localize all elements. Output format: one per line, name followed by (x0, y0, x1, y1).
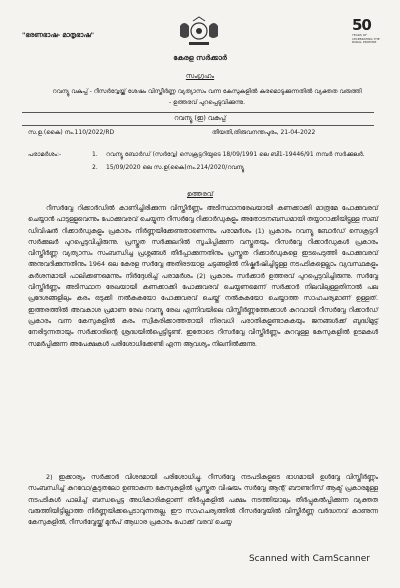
reference-text: 15/09/2020 ലെ സ.ഉ(കൈ)നം.214/2020/റവന്യൂ (106, 164, 245, 171)
reference-number: 1. (92, 151, 98, 158)
body-paragraph: റീസർവ്വേ റിക്കാർഡിൽ കാണിച്ചിരിക്കുന്ന വിസ്തീർണ്ണം അടിസ്ഥാനരേഖയായി കണക്കാക്കി മാത്രമേ പോക്കുവരവ് ചെയ്യാൻ പാടുള്ളുവെന്നും പോക്കുവരവ് ചെയ്യുന്ന റീസർവ്വേ റിക്കാർഡുകളും അതോടനബന്ധമായി തയ്യാറാക്കിയിട്ടുള്ള സബ് ഡിവിഷൻ റിക്കാർഡുകളും പ്രകാരം നിർണ്ണയിക്കേണ്ടതാണെന്നും പരാമർശം (1) പ്രകാരം റവന്യൂ ബോർഡ് സെക്രട്ടറി സർക്കുലർ പുറപ്പെടുവിച്ചിരുന്നു. പ്രസ്തുത സർക്കുലറിൽ സൂചിപ്പിക്കുന്ന വസ്തുതയും റീസർവ്വേ റിക്കാർഡുകൾ പ്രകാരം വിസ്തീർണ്ണ വ്യത്യാസം സംബന്ധിച്ച പ്രശ്നങ്ങൾ തീർപ്പാക്കുന്നതിനും പ്രസ്തുത റിക്കാർഡുകളെ ഇടപെടുത്തി പോക്കുവരവ് അനുവദിക്കുന്നതിനും 1964 ലെ കേരള സർവ്വേ അതിരടയാള ചട്ടങ്ങളിൽ നിഷ്കർഷിച്ചിട്ടുള്ള നടപടികളെല്ലാം വ്യവസ്ഥകളും കർശനമായി പാലിക്കണമെന്നും നിർദ്ദേശിച്ച് പരാമർശം (2) പ്രകാരം സർക്കാർ ഉത്തരവ് പുറപ്പെടുവിച്ചിരുന്നു. സർവ്വേ വിസ്തീർണ്ണം അടിസ്ഥാന രേഖയായി കണക്കാക്കി പോക്കുവരവ് ചെയ്യണമെന്ന് സർക്കാർ നിലവിലുള്ളതിനാൽ പല പ്രദേശങ്ങളിലും കരം ഒടുക്കി നൽകുകയോ പോക്കുവരവ് ചെയ്ത് നൽകുകയോ ചെയ്യാത്ത സാഹചര്യമാണ് ഉള്ളത്. ഇത്തരത്തിൽ അവകാശ പ്രമാണ രേഖ റവന്യൂ രേഖ എന്നിവയിലെ വിസ്തീർണ്ണത്തേക്കാൾ കുറവായി റീസർവ്വേ റിക്കാർഡ് പ്രകാരം വന്ന കേസുകളിൽ കരം സ്വീകരിക്കാത്തതായി നിരവധി പരാതികളുണ്ടാകുകയും ജനങ്ങൾക്ക് ബുദ്ധിമുട്ട് നേരിടുന്നതായും സർക്കാരിന്റെ ശ്രദ്ധയിൽപ്പെട്ടിട്ടുണ്ട്. ഇതോടെ റീസർവ്വേ വിസ്തീർണ്ണം കുറവുള്ള കേസുകളിൽ ഉടമകൾ സമർപ്പിക്കുന്ന അപേക്ഷകൾ പരിശോധിക്കേണ്ടി എന്ന ആവശ്യം നിലനിൽക്കുന്നു. (28, 204, 378, 348)
reference-item (92, 162, 377, 173)
department-name: റവന്യൂ (ഇ) വകുപ്പ് (174, 114, 226, 122)
divider-bottom (22, 125, 374, 126)
kerala-state-emblem-icon (176, 16, 222, 50)
order-date: തീയതി,തിരുവനന്തപുരം, 21-04-2022 (212, 129, 316, 136)
scanner-watermark: Scanned with CamScanner (248, 554, 370, 564)
anniversary-number: 50 (352, 16, 371, 34)
anniversary-caption: YEARS OF CELEBRATING THE RURAL PROMISE (352, 33, 380, 44)
summary-heading: സംഗ്രഹം (185, 72, 215, 80)
subject-line: റവന്യൂ വകുപ്പ് - റീസർവ്വേയ്ക്ക് ശേഷം വിസ്തീർണ്ണ വ്യത്യാസം വന്ന കേസുകളിൽ കരമൊടുക്കുന്നതിൽ വ്യക്തത വരുത്തി - ഉത്തരവ് പുറപ്പെടുവിക്കുന്നു. (52, 88, 362, 106)
government-name: കേരള സർക്കാർ (173, 54, 227, 62)
order-number: സ.ഉ.(കൈ) നം.110/2022/RD (28, 129, 115, 136)
references-list (92, 149, 377, 175)
reference-number: 2. (92, 164, 98, 171)
order-title: ഉത്തരവ് (186, 190, 214, 198)
references-label: പരാമർശം:- (28, 151, 62, 158)
divider-top (22, 112, 374, 113)
reference-item (92, 149, 377, 160)
reference-text: റവന്യൂ ബോർഡ് (സർവ്വേ) സെക്രട്ടറിയുടെ 18/09/1991 ലെ ബി1-19446/91 നമ്പർ സർക്കുലർ. (106, 151, 365, 158)
official-language-motto: "ഭരണഭാഷ- മാതൃഭാഷ" (22, 31, 94, 39)
body-paragraph: 2) ഇക്കാര്യം സർക്കാർ വിശദമായി പരിശോധിച്ചു. റീസർവ്വേ നടപടികളുടെ ഭാഗമായി ഉൾവ്വേ വിസ്തീർണ്ണം സംബന്ധിച്ച് കുറവോ/കൂടുതലോ ഉണ്ടാകുന്ന കേസുകളിൽ പ്രസ്തുത വിഷയം സർവ്വേ ആന്റ് ബൗണ്ടറീസ് ആക്ട് പ്രകാരമുള്ള നടപടികൾ പാലിച്ച് ബന്ധപ്പെട്ട അധികാരികളാണ് തീർപ്പുകളിൽ പക്ഷം നടത്തിയാലും തീർപ്പുകൽപ്പിക്കുന്ന വ്യക്തത വരുത്തിയിട്ടില്ലാത്ത നിർണ്ണയിക്കപ്പെടാവുന്നതല്ല. ഈ സാഹചര്യത്തിൽ റീസർവ്വേയിൽ വിസ്തീർണ്ണ വർദ്ധനവ് കാണുന്ന കേസുകളിൽ, റീസർവ്വേയ്ക്ക് മുൻപ് ആധാര പ്രകാരം പോക്ക് വരവ് ചെയ്യ (28, 473, 378, 527)
